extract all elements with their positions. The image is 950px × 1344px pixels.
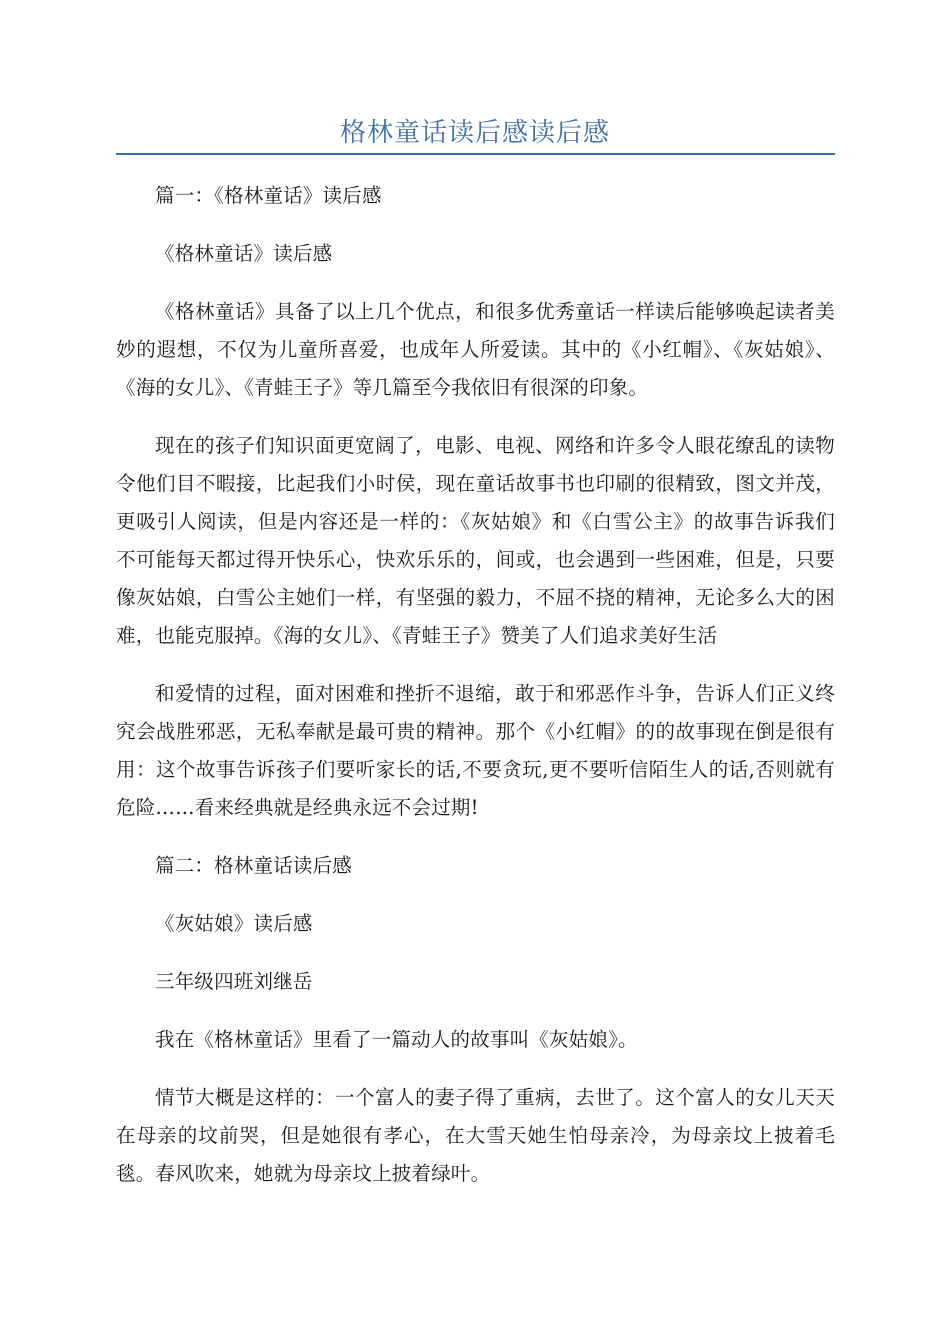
paragraph: 情节大概是这样的：一个富人的妻子得了重病，去世了。这个富人的女儿天天在母亲的坟前哭，但是她很有孝心，在大雪天她生怕母亲冷，为母亲坟上披着毛毯。春风吹来，她就为母亲坟上披着绿叶。 <box>116 1086 835 1185</box>
subtitle-1: 《格林童话》读后感 <box>155 242 333 265</box>
subtitle-2: 《灰姑娘》读后感 <box>155 912 313 935</box>
paragraph: 现在的孩子们知识面更宽阔了，电影、电视、网络和许多令人眼花缭乱的读物令他们目不暇接，比起我们小时侯，现在童话故事书也印刷的很精致，图文并茂，更吸引人阅读，但是内容还是一样的：《灰姑娘》和《白雪公主》的故事告诉我们不可能每天都过得开快乐心，快欢乐乐的，间或，也会遇到一些困难，但是，只要像灰姑娘，白雪公主她们一样，有坚强的毅力，不屈不挠的精神，无论多么大的困难，也能克服掉。《海的女儿》、《青蛙王子》赞美了人们追求美好生活 <box>116 434 835 647</box>
author-line: 三年级四班刘继岳 <box>155 970 313 993</box>
title-underline <box>116 153 835 155</box>
paragraph: 《格林童话》具备了以上几个优点，和很多优秀童话一样读后能够唤起读者美妙的遐想，不仅为儿童所喜爱，也成年人所爱读。其中的《小红帽》、《灰姑娘》、《海的女儿》、《青蛙王子》等几篇至今我依旧有很深的印象。 <box>116 300 835 399</box>
paragraph: 我在《格林童话》里看了一篇动人的故事叫《灰姑娘》。 <box>155 1028 638 1051</box>
document-body <box>116 177 835 1213</box>
paragraph: 和爱情的过程，面对困难和挫折不退缩，敢于和邪恶作斗争，告诉人们正义终究会战胜邪恶，无私奉献是最可贵的精神。那个《小红帽》的的故事现在倒是很有用：这个故事告诉孩子们要听家长的话,不要贪玩,更不要听信陌生人的话,否则就有危险……看来经典就是经典永远不会过期! <box>116 682 835 819</box>
section-heading-2: 篇二：格林童话读后感 <box>155 854 353 877</box>
document-title: 格林童话读后感读后感 <box>339 118 610 148</box>
section-heading-1: 篇一：《格林童话》读后感 <box>155 184 382 207</box>
